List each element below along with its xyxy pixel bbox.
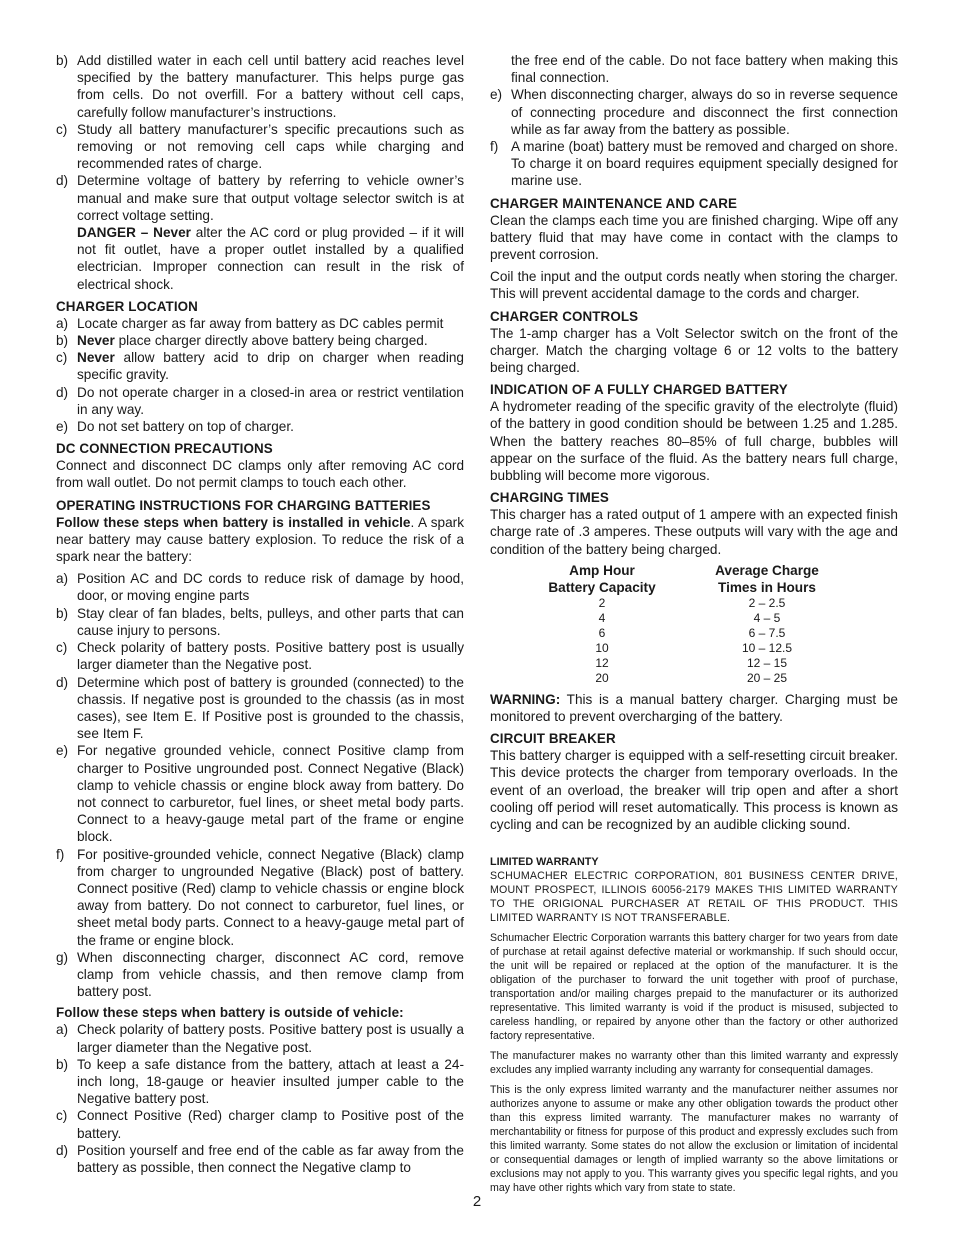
list-marker: b) <box>56 605 69 621</box>
list-item-body: To keep a safe distance from the battery, attach at least a 24-inch long, 18-gauge or heavier insulted jumper cable to the Negative battery post. <box>77 1056 464 1107</box>
continued-step <box>490 86 898 138</box>
charging-times-table <box>512 562 842 686</box>
warranty-statement: SCHUMACHER ELECTRIC CORPORATION, 801 BUSINESS CENTER DRIVE, MOUNT PROSPECT, ILLINOIS 60056-2179 MAKES THIS LIMITED WARRANTY TO THE ORIGIONAL PURCHASER AT RETAIL OF THIS PRODUCT. THIS LIMITED WARRANTY IS NOT TRANSFERABLE. <box>490 870 898 925</box>
operating-intro <box>56 514 464 566</box>
list-item-body: A marine (boat) battery must be removed and charged on shore. To charge it on board requires equipment specially designed for marine use. <box>511 139 898 189</box>
list-item-body: Determine which post of battery is grounded (connected) to the chassis. If negative post is grounded to the chassis (as in most cases), see Item E. If Positive post is grounded to the chassis, see Item F. <box>77 674 464 742</box>
list-marker <box>490 52 511 86</box>
location-rule <box>56 418 464 435</box>
charger-location-heading: CHARGER LOCATION <box>56 298 198 314</box>
warning-notice <box>490 691 898 725</box>
outside-step <box>56 1142 464 1176</box>
full-charge-heading: INDICATION OF A FULLY CHARGED BATTERY <box>490 382 788 398</box>
list-item-text <box>77 315 464 332</box>
installed-step <box>56 605 464 639</box>
installed-step <box>56 742 464 845</box>
controls-text: The 1-amp charger has a Volt Selector switch on the front of the charger. Match the charging voltage 6 or 12 volts to the battery being charged. <box>490 325 898 376</box>
charge-time-cell: 2 – 2.5 <box>748 595 786 610</box>
continued-step <box>490 52 898 86</box>
table-row <box>512 671 842 686</box>
installed-step <box>56 949 464 1001</box>
list-item-body: Do not set battery on top of charger. <box>77 419 294 435</box>
installed-step <box>56 570 464 604</box>
list-item-text <box>77 1142 464 1176</box>
amp-hour-header: Amp Hour <box>569 562 635 578</box>
table-body <box>512 596 842 686</box>
setup-step <box>56 52 464 121</box>
list-item-text <box>77 846 464 949</box>
controls-heading: CHARGER CONTROLS <box>490 308 639 324</box>
table-row <box>512 611 842 626</box>
charging-times-heading: CHARGING TIMES <box>490 490 609 506</box>
maintenance-heading: CHARGER MAINTENANCE AND CARE <box>490 195 738 211</box>
charge-time-cell: 4 – 5 <box>753 610 781 625</box>
list-item-body: Study all battery manufacturer’s specific precautions such as removing or not removing cell caps while charging and recommended rates of charge. <box>77 121 464 172</box>
outside-step <box>56 1021 464 1055</box>
list-item-body: Connect Positive (Red) charger clamp to Positive post of the battery. <box>77 1108 464 1141</box>
list-marker: e) <box>56 419 69 435</box>
list-marker: d) <box>56 674 69 690</box>
list-marker: c) <box>56 640 68 656</box>
list-item-text <box>77 418 464 435</box>
warranty-heading: LIMITED WARRANTY <box>490 856 599 869</box>
circuit-breaker-heading: CIRCUIT BREAKER <box>490 731 616 747</box>
list-marker: a) <box>56 1022 69 1038</box>
continued-step <box>490 138 898 190</box>
dc-connection-heading: DC CONNECTION PRECAUTIONS <box>56 441 273 457</box>
list-marker: d) <box>56 384 69 400</box>
list-marker: f) <box>56 846 65 862</box>
table-row <box>512 626 842 641</box>
charge-time-cell: 10 – 12.5 <box>741 640 793 655</box>
setup-steps-list <box>56 52 464 224</box>
list-marker: b) <box>56 1056 69 1072</box>
capacity-cell: 12 <box>595 655 609 670</box>
outside-step <box>56 1056 464 1108</box>
outside-vehicle-heading: Follow these steps when battery is outside of vehicle: <box>56 1005 404 1021</box>
operating-intro-text: . A spark near battery may cause battery explosion. To reduce the risk of a spark near the battery: <box>56 514 464 565</box>
list-item-text <box>77 384 464 418</box>
list-marker: e) <box>56 743 69 759</box>
list-marker: d) <box>56 1142 69 1158</box>
installed-step <box>56 846 464 949</box>
list-marker: e) <box>490 87 503 103</box>
list-item-text <box>511 138 898 190</box>
location-rule <box>56 332 464 349</box>
table-row <box>512 641 842 656</box>
list-item-body: Position AC and DC cords to reduce risk of damage by hood, door, or moving engine parts <box>77 571 464 604</box>
installed-step <box>56 674 464 743</box>
operating-instructions-heading: OPERATING INSTRUCTIONS FOR CHARGING BATTERIES <box>56 497 431 513</box>
list-item-body: Locate charger as far away from battery as DC cables permit <box>77 315 444 331</box>
table-row <box>512 656 842 671</box>
list-item-body: Determine voltage of battery by referring to vehicle owner’s manual and make sure that output voltage selector switch is at correct voltage setting. <box>77 173 464 223</box>
warranty-terms: Schumacher Electric Corporation warrants this battery charger for two years from date of purchase at retail against defective material or workmanship. If such should occur, the unit will be repaired or replaced at the option of the manufacturer. It is the obligation of the purchaser to forward the unit together with proof of purchase, transportation and/or mailing charges prepaid to the manufacturer or its authorized representative. This limited warranty is void if the product is misused, subjected to careless handling, or repaired by anyone other than the factory or other authorized factory representative. <box>490 932 898 1043</box>
left-column <box>56 52 464 1176</box>
list-item-text <box>77 332 464 349</box>
list-item-text <box>77 349 464 383</box>
list-marker: c) <box>56 1108 68 1124</box>
list-item-text <box>77 570 464 604</box>
warning-label: WARNING: <box>490 691 561 707</box>
outside-step <box>56 1107 464 1141</box>
list-item-body: place charger directly above battery being charged. <box>114 333 428 349</box>
list-marker: b) <box>56 53 69 68</box>
list-item-text <box>77 1107 464 1141</box>
dc-connection-text: Connect and disconnect DC clamps only after removing AC cord from wall outlet. Do not permit clamps to touch each other. <box>56 458 464 491</box>
list-item-body: Do not operate charger in a closed-in area or restrict ventilation in any way. <box>77 384 464 417</box>
list-item-body: the free end of the cable. Do not face battery when making this final connection. <box>511 53 898 86</box>
setup-step <box>56 172 464 224</box>
list-item-body: For negative grounded vehicle, connect Positive clamp from charger to Positive ungrounded post. Connect Negative (Black) clamp to vehicle chassis or engine block away from battery. Do not connect to carburetor, fuel lines, or sheet metal body parts. Connect to a heavy-gauge metal part of the frame or engine block. <box>77 743 464 845</box>
capacity-cell: 10 <box>595 640 609 655</box>
danger-label: DANGER – Never <box>77 225 191 241</box>
danger-text: alter the AC cord or plug provided – if it will not fit outlet, have a proper outlet installed by a qualified electrician. Improper connection can result in the risk of electrical shock. <box>77 225 464 292</box>
list-marker: c) <box>56 350 68 366</box>
list-marker: a) <box>56 315 69 331</box>
maintenance-text-1: Clean the clamps each time you are finished charging. Wipe off any battery fluid that may have come in contact with the clamps to prevent corrosion. <box>490 212 898 263</box>
list-item-body: Position yourself and free end of the cable as far away from the battery as possible, then connect the Negative clamp to <box>77 1142 464 1175</box>
list-item-body: allow battery acid to drip on charger when reading specific gravity. <box>77 350 464 383</box>
warranty-exclusions: The manufacturer makes no warranty other than this limited warranty and expressly excludes any implied warranty including any warranty for consequential damages. <box>490 1050 898 1077</box>
list-item-text <box>77 172 464 224</box>
capacity-cell: 2 <box>598 595 606 610</box>
capacity-cell: 6 <box>598 625 606 640</box>
charge-time-cell: 12 – 15 <box>746 655 788 670</box>
warranty-limitations: This is the only express limited warranty and the manufacturer neither assumes nor authorizes anyone to assume or make any other obligation towards the product other than this express limited warranty. The manufacturer makes no warranty of merchantability or fitness for purpose of this product and expressly excludes such from this limited warranty. Some states do not allow the exclusion or limitation of incidental or consequential damages or length of implied warranty so the above limitations or exclusions may not apply to you. This warranty gives you specific legal rights, and you may have other rights which vary from state to state. <box>490 1084 898 1195</box>
location-rule <box>56 384 464 418</box>
list-item-body: For positive-grounded vehicle, connect Negative (Black) clamp from charger to ungrounded Negative (Black) post of battery. Connect positive (Red) clamp to vehicle chassis or engine block away from battery. Do not connect to carburetor, fuel lines, or sheet metal body parts. Connect to a heavy-gauge metal part of the frame or engine block. <box>77 846 464 948</box>
average-charge-header: Average Charge <box>715 562 819 578</box>
list-item-text <box>77 639 464 673</box>
times-in-hours-header: Times in Hours <box>718 579 816 595</box>
battery-capacity-header: Battery Capacity <box>548 579 656 595</box>
list-marker: f) <box>490 139 499 155</box>
list-marker: a) <box>56 571 69 587</box>
outside-steps-list <box>56 1021 464 1176</box>
table-header-row <box>512 579 842 596</box>
page-number: 2 <box>472 1193 482 1210</box>
charge-time-cell: 20 – 25 <box>746 670 788 685</box>
table-row <box>512 596 842 611</box>
table-header-row <box>512 562 842 579</box>
list-item-body: Check polarity of battery posts. Positive battery post is usually a larger diameter than the Negative post. <box>77 1022 464 1055</box>
capacity-cell: 20 <box>595 670 609 685</box>
list-item-text <box>77 52 464 121</box>
location-rule <box>56 315 464 332</box>
emphasis-text: Never <box>77 333 115 349</box>
capacity-cell: 4 <box>598 610 606 625</box>
full-charge-text: A hydrometer reading of the specific gravity of the electrolyte (fluid) of the battery in good condition should be between 1.25 and 1.285. When the battery reaches 80–85% of full charge, bubbles will appear on the surface of the fluid. As the battery nears full charge, bubbling will become more vigorous. <box>490 399 898 484</box>
list-item-text <box>511 52 898 86</box>
installed-steps-list <box>56 570 464 1000</box>
emphasis-text: Never <box>77 350 115 366</box>
list-marker: c) <box>56 121 68 137</box>
list-item-text <box>77 605 464 639</box>
list-item-text <box>77 949 464 1001</box>
setup-step <box>56 121 464 173</box>
list-item-text <box>77 1021 464 1055</box>
list-item-body: When disconnecting charger, disconnect AC cord, remove clamp from vehicle chassis, and then remove clamp from battery post. <box>77 949 464 1000</box>
list-item-body: Stay clear of fan blades, belts, pulleys, and other parts that can cause injury to persons. <box>77 605 464 638</box>
warning-text: This is a manual battery charger. Charging must be monitored to prevent overcharging of the battery. <box>490 691 898 725</box>
installed-in-vehicle-label: Follow these steps when battery is installed in vehicle <box>56 514 411 530</box>
list-item-text <box>77 674 464 743</box>
list-marker: d) <box>56 173 69 189</box>
list-marker: g) <box>56 949 69 965</box>
list-item-body: Add distilled water in each cell until battery acid reaches level specified by the battery manufacturer. This helps purge gas from cells. Do not overfill. For a battery without cell caps, carefully follow manufacturer’s instructions. <box>77 53 464 120</box>
location-rule <box>56 349 464 383</box>
list-item-text <box>511 86 898 138</box>
charging-times-text: This charger has a rated output of 1 ampere with an expected finish charge rate of .3 amperes. These outputs will vary with the age and condition of the battery being charged. <box>490 507 898 557</box>
right-column <box>490 52 898 1195</box>
continued-steps-list <box>490 52 898 190</box>
circuit-breaker-text: This battery charger is equipped with a self-resetting circuit breaker. This device protects the charger from temporary overloads. In the event of an overload, the breaker will trip open and after a short cooling off period will reset automatically. This process is known as cycling and can be recognized by an audible clicking sound. <box>490 748 898 833</box>
charge-time-cell: 6 – 7.5 <box>748 625 786 640</box>
list-item-text <box>77 742 464 845</box>
danger-notice <box>56 224 464 293</box>
installed-step <box>56 639 464 673</box>
list-item-body: Check polarity of battery posts. Positive battery post is usually larger diameter than the Negative post. <box>77 640 464 673</box>
charger-location-list <box>56 315 464 435</box>
list-item-body: When disconnecting charger, always do so in reverse sequence of connecting procedure and disconnect the first connection while as far away from the battery as possible. <box>511 87 898 137</box>
maintenance-text-2: Coil the input and the output cords neatly when storing the charger. This will prevent accidental damage to the cords and charger. <box>490 269 898 302</box>
list-marker: b) <box>56 333 69 349</box>
list-item-text <box>77 1056 464 1108</box>
list-item-text <box>77 121 464 173</box>
